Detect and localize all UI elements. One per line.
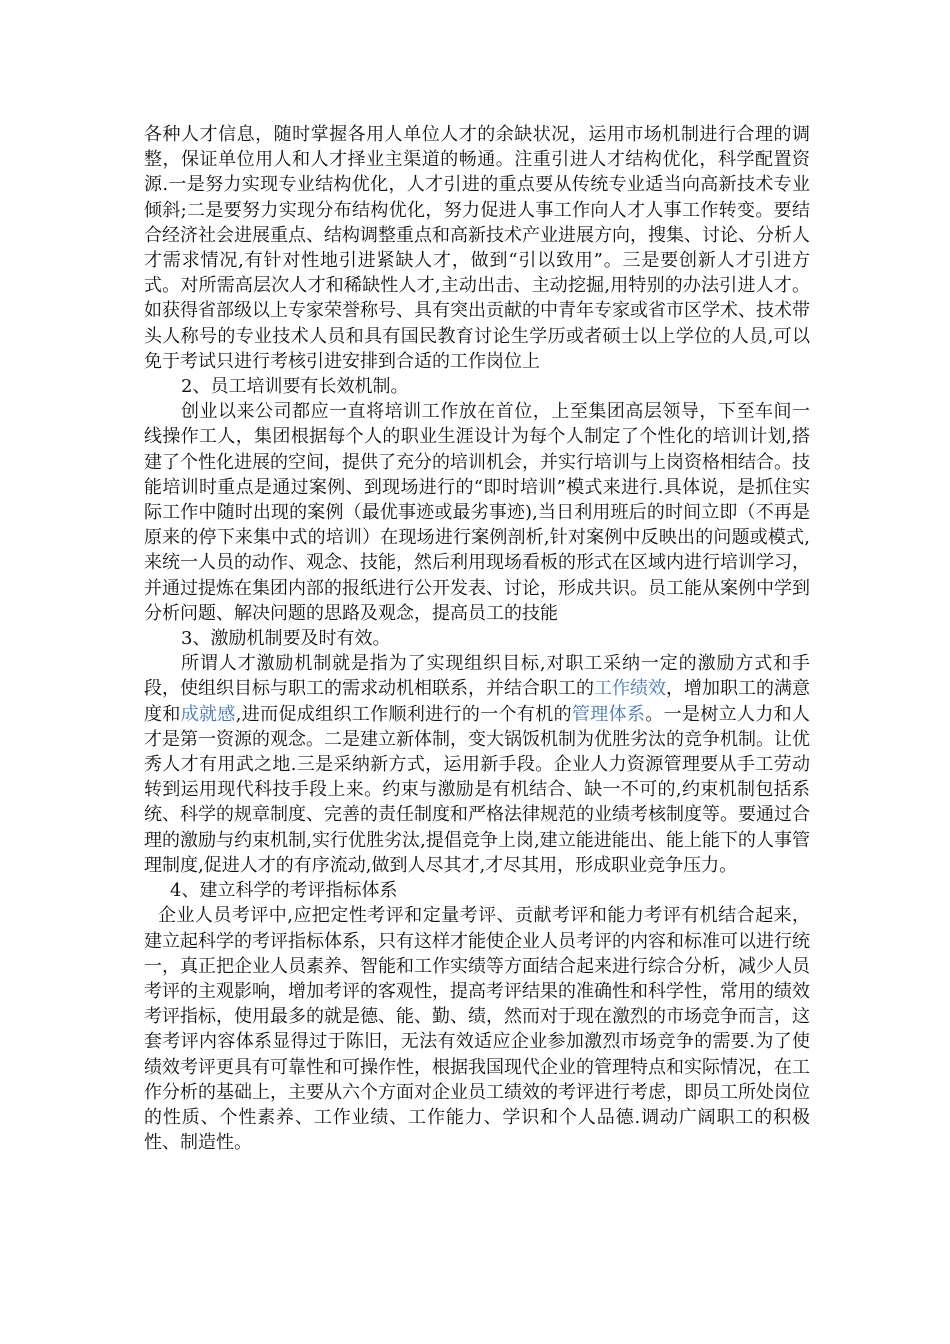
incentive-text-part-4: 。一是树立人力和人才是第一资源的观念。二是建立新体制，变大锅饭机制为优胜劣汰的竞争机制。让优秀人才有用武之地.三是采纳新方式，运用新手段。企业人力资源管理要从手工劳动转到运用现代科技手段上来。约束与激励是有机结合、缺一不可的,约束机制包括系统、科学的规章制度、完善的责任制度和严格法律规范的业绩考核制度等。要通过合理的激励与约束机制,实行优胜劣汰,提倡竞争上岗,建立能进能出、能上能下的人事管理制度,促进人才的有序流动,做到人尽其才,才尽其用，形成职业竞争压力。	[144, 703, 811, 876]
paragraph-evaluation-system: 企业人员考评中,应把定性考评和定量考评、贡献考评和能力考评有机结合起来，建立起科学的考评指标体系，只有这样才能使企业人员考评的内容和标准可以进行统一，真正把企业人员素养、智能和工作实绩等方面结合起来进行综合分析，减少人员考评的主观影响，增加考评的客观性，提高考评结果的准确性和科学性，常用的绩效考评指标，使用最多的就是德、能、勤、绩，然而对于现在激烈的市场竞争而言，这套考评内容体系显得过于陈旧，无法有效适应企业参加激烈市场竞争的需要.为了使绩效考评更具有可靠性和可操作性，根据我国现代企业的管理特点和实际情况，在工作分析的基础上，主要从六个方面对企业员工绩效的考评进行考虑，即员工所处岗位的性质、个性素养、工作业绩、工作能力、学识和个人品德.调动广阔职工的积极性、制造性。	[144, 905, 810, 1154]
paragraph-employee-training: 创业以来公司都应一直将培训工作放在首位，上至集团高层领导，下至车间一线操作工人，集团根据每个人的职业生涯设计为每个人制定了个性化的培训计划,搭建了个性化进展的空间，提供了充分的培训机会，并实行培训与上岗资格相结合。技能培训时重点是通过案例、到现场进行的“即时培训”模式来进行.具体说，是抓住实际工作中随时出现的案例（最优事迹或最劣事迹),当日利用班后的时间立即（不再是原来的停下来集中式的培训）在现场进行案例剖析,针对案例中反映出的问题或模式,来统一人员的动作、观念、技能，然后利用现场看板的形式在区域内进行培训学习，并通过提炼在集团内部的报纸进行公开发表、讨论，形成共识。员工能从案例中学到分析问题、解决问题的思路及观念，提高员工的技能	[144, 401, 810, 624]
paragraph-incentive-mechanism	[144, 651, 810, 878]
document-body	[144, 122, 810, 1155]
heading-evaluation-system: 4、建立科学的考评指标体系	[170, 880, 398, 902]
incentive-text-part-3: ,进而促成组织工作顺利进行的一个有机的	[235, 703, 572, 725]
heading-incentive-mechanism: 3、激励机制要及时有效。	[181, 628, 391, 650]
incentive-text-part-2: ，增加职工的满意度和	[144, 678, 810, 725]
incentive-text-part-1: 所谓人才激励机制就是指为了实现组织目标,对职工采纳一定的激励方式和手段，使组织目标与职工的需求动机相联系，并结合职工的	[144, 653, 810, 700]
link-work-performance[interactable]: 工作绩效	[594, 678, 666, 700]
link-sense-of-achievement[interactable]: 成就感	[180, 703, 236, 725]
heading-employee-training: 2、员工培训要有长效机制。	[181, 376, 409, 398]
link-management-system[interactable]: 管理体系	[571, 703, 646, 725]
paragraph-talent-introduction: 各种人才信息，随时掌握各用人单位人才的余缺状况，运用市场机制进行合理的调整，保证单位用人和人才择业主渠道的畅通。注重引进人才结构优化，科学配置资源.一是努力实现专业结构优化，人才引进的重点要从传统专业适当向高新技术专业倾斜;二是要努力实现分布结构优化，努力促进人事工作向人才人事工作转变。要结合经济社会进展重点、结构调整重点和高新技术产业进展方向，搜集、讨论、分析人才需求情况,有针对性地引进紧缺人才，做到“引以致用”。三是要创新人才引进方式。对所需高层次人才和稀缺性人才,主动出击、主动挖掘,用特别的办法引进人才。如获得省部级以上专家荣誉称号、具有突出贡献的中青年专家或省市区学术、技术带头人称号的专业技术人员和具有国民教育讨论生学历或者硕士以上学位的人员,可以免于考试只进行考核引进安排到合适的工作岗位上	[144, 124, 810, 372]
